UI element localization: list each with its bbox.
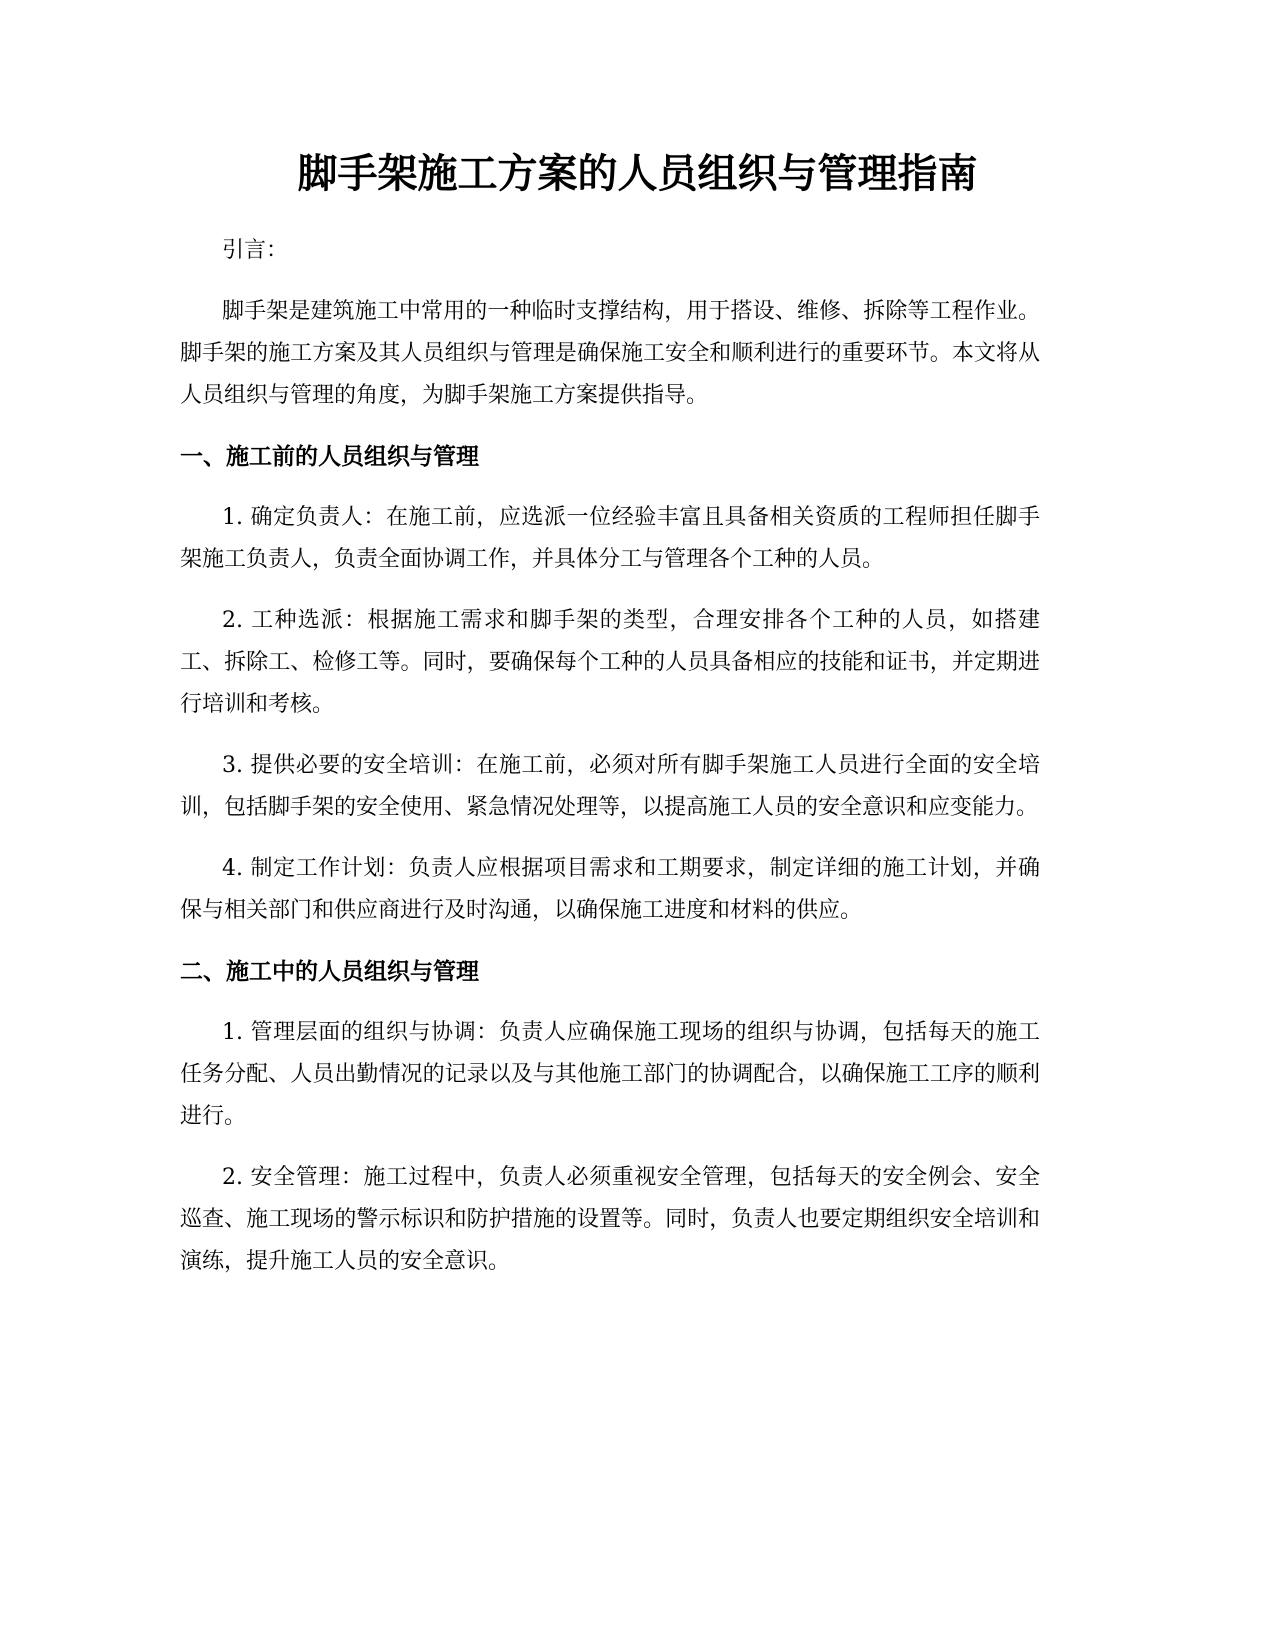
section-heading-1: 一、施工前的人员组织与管理	[180, 444, 479, 470]
document-body	[180, 230, 1040, 1302]
section-heading-2: 二、施工中的人员组织与管理	[180, 959, 479, 985]
section-1-item-2: 2. 工种选派：根据施工需求和脚手架的类型，合理安排各个工种的人员，如搭建工、拆除工、检修工等。同时，要确保每个工种的人员具备相应的技能和证书，并定期进行培训和考核。	[180, 608, 1040, 717]
intro-paragraph: 脚手架是建筑施工中常用的一种临时支撑结构，用于搭设、维修、拆除等工程作业。脚手架的施工方案及其人员组织与管理是确保施工安全和顺利进行的重要环节。本文将从人员组织与管理的角度，为脚手架施工方案提供指导。	[180, 299, 1040, 408]
section-1-item-3: 3. 提供必要的安全培训：在施工前，必须对所有脚手架施工人员进行全面的安全培训，包括脚手架的安全使用、紧急情况处理等，以提高施工人员的安全意识和应变能力。	[180, 753, 1040, 820]
section-2-item-1: 1. 管理层面的组织与协调：负责人应确保施工现场的组织与协调，包括每天的施工任务分配、人员出勤情况的记录以及与其他施工部门的协调配合，以确保施工工序的顺利进行。	[180, 1020, 1040, 1129]
section-1-item-1: 1. 确定负责人：在施工前，应选派一位经验丰富且具备相关资质的工程师担任脚手架施工负责人，负责全面协调工作，并具体分工与管理各个工种的人员。	[180, 505, 1040, 572]
section-2-item-2: 2. 安全管理：施工过程中，负责人必须重视安全管理，包括每天的安全例会、安全巡查、施工现场的警示标识和防护措施的设置等。同时，负责人也要定期组织安全培训和演练，提升施工人员的安全意识。	[180, 1165, 1040, 1274]
document-title: 脚手架施工方案的人员组织与管理指南	[297, 151, 978, 197]
intro-label: 引言：	[222, 238, 289, 263]
section-1-item-4: 4. 制定工作计划：负责人应根据项目需求和工期要求，制定详细的施工计划，并确保与相关部门和供应商进行及时沟通，以确保施工进度和材料的供应。	[180, 856, 1040, 923]
